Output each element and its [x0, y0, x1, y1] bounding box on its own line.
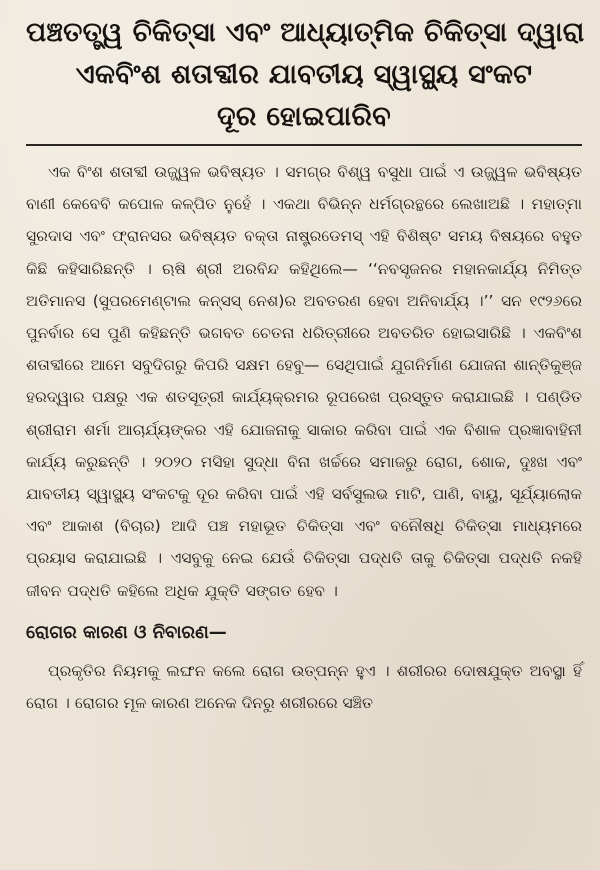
- body-paragraph: ଏକ ବିଂଶ ଶତାବ୍ଦୀ ଉଜ୍ଜ୍ୱଳ ଭବିଷ୍ୟତ । ସମଗ୍ର ବିଶ୍ୱ ବସୁଧା ପାଇଁ ଏ ଉଜ୍ଜ୍ୱଳ ଭବିଷ୍ୟତ ବାଣୀ କେବେବି କପୋଳ କଳ୍ପିତ ନୁହେଁ । ଏକଥା ବିଭିନ୍ନ ଧର୍ମଗ୍ରନ୍ଥରେ ଲେଖାଅଛି । ମହାତ୍ମା ସୁରଦାସ ଏବଂ ଫ୍ରାନସର ଭବିଷ୍ୟତ ବକ୍ତା ନାଷ୍ଟ୍ରଡେମସ୍ ଏହି ବିଶିଷ୍ଟ ସମୟ ବିଷୟରେ ବହୁତ କିଛି କହିସାରିଛନ୍ତି । ଋଷି ଶ୍ରୀ ଅରବିନ୍ଦ କହିଥିଲେ— ‘‘ନବସୃଜନର ମହାନକାର୍ଯ୍ୟ ନିମିତ୍ତ ଅତିମାନସ (ସୁପରମେଣ୍ଟାଲ କନ୍‌ସସ୍ ନେଶ)ର ଅବତରଣ ହେବା ଅନିବାର୍ଯ୍ୟ ।’’ ସନ ୧୯୨୬ରେ ପୁନର୍ବାର ସେ ପୁଣି କହିଛନ୍ତି ଭଗବତ ଚେତନା ଧରିତ୍ରୀରେ ଅବତରିତ ହୋଇସାରିଛି । ଏକବିଂଶ ଶତାବ୍ଦୀରେ ଆମେ ସବୁଦିଗରୁ କିପରି ସକ୍ଷମ ହେବୁ— ସେଥିପାଇଁ ଯୁଗନିର୍ମାଣ ଯୋଜନା ଶାନ୍ତିକୁଞ୍ଜ ହରଦ୍ୱାର ପକ୍ଷରୁ ଏକ ଶତସୂତ୍ରୀ କାର୍ଯ୍ୟକ୍ରମର ରୂପରେଖ ପ୍ରସ୍ତୁତ କରାଯାଇଛି । ପଣ୍ଡିତ ଶ୍ରୀରାମ ଶର୍ମା ଆଚାର୍ଯ୍ୟଙ୍କର ଏହି ଯୋଜନାକୁ ସାକାର କରିବା ପାଇଁ ଏକ ବିଶାଳ ପ୍ରଜ୍ଞାବାହିନୀ କାର୍ଯ୍ୟ କରୁଛନ୍ତି । ୨୦୨୦ ମସିହା ସୁଦ୍ଧା ବିନା ଖର୍ଚ୍ଚରେ ସମାଜରୁ ରୋଗ, ଶୋକ, ଦୁଃଖ ଏବଂ ଯାବତୀୟ ସ୍ୱାସ୍ଥ୍ୟ ସଂକଟକୁ ଦୂର କରିବା ପାଇଁ ଏହି ସର୍ବସୁଲଭ ମାଟି, ପାଣି, ବାୟୁ, ସୂର୍ଯ୍ୟାଲୋକ ଏବଂ ଆକାଶ (ବିଚାର) ଆଦି ପଞ୍ଚ ମହାଭୂତ ଚିକିତ୍ସା ଏବଂ ବନୌଷଧି ଚିକିତ୍ସା ମାଧ୍ୟମରେ ପ୍ରୟାସ କରାଯାଇଛି । ଏସବୁକୁ ନେଇ ଯେଉଁ ଚିକିତ୍ସା ପଦ୍ଧତି ତାକୁ ଚିକିତ୍ସା ପଦ୍ଧତି ନକହି ଜୀବନ ପଦ୍ଧତି କହିଲେ ଅଧିକ ଯୁକ୍ତି ସଙ୍ଗତ ହେବ ।: [26, 163, 582, 600]
- article-headline: [26, 0, 585, 138]
- headline-divider: [26, 144, 582, 146]
- headline-line-2: ଏକବିଂଶ ଶତାବ୍ଦୀର ଯାବତୀୟ ସ୍ୱାସ୍ଥ୍ୟ ସଂକଟ: [75, 59, 533, 90]
- section-paragraph: ପ୍ରକୃତିର ନିୟମକୁ ଲଙ୍ଘନ କଲେ ରୋଗ ଉତ୍ପନ୍ନ ହୁଏ । ଶରୀରର ଦୋଷଯୁକ୍ତ ଅବସ୍ଥା ହିଁ ରୋଗ । ରୋଗର ମୂଳ କାରଣ ଅନେକ ଦିନରୁ ଶରୀରରେ ସଞ୍ଚିତ: [26, 661, 582, 712]
- headline-line-3: ଦୂର ହୋଇପାରିବ: [217, 101, 391, 132]
- section-heading: ରୋଗର କାରଣ ଓ ନିବାରଣ—: [26, 621, 227, 643]
- article-body: [26, 156, 582, 607]
- headline-line-1: ପଞ୍ଚତତ୍ତ୍ୱ ଚିକିତ୍ସା ଏବଂ ଆଧ୍ୟାତ୍ମିକ ଚିକିତ୍ସା ଦ୍ୱାରା: [26, 17, 585, 48]
- section-body: [26, 655, 582, 719]
